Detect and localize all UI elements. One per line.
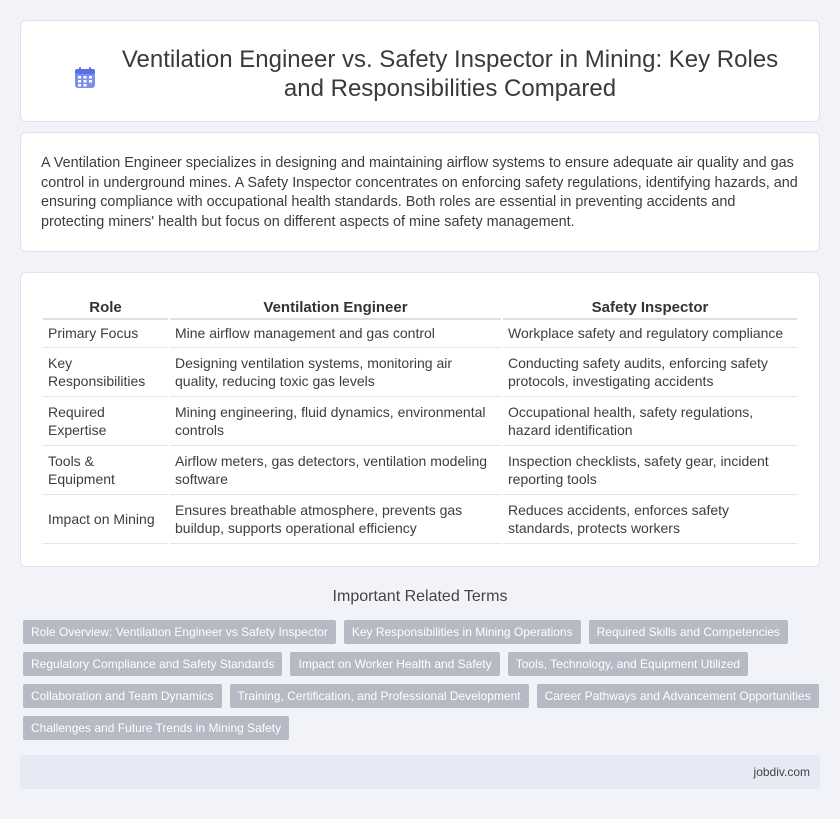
table-row [43, 348, 797, 397]
related-terms-tags [23, 620, 823, 748]
intro-paragraph: A Ventilation Engineer specializes in designing and maintaining airflow systems to ensure adequate air quality and gas control in underground mines. A Safety Inspector concentrates on enforcing safety regulations, identifying hazards, and ensuring compliance with occupational health standards. Both roles are essential in preventing accidents and protecting miners' health but focus on different aspects of mine safety management. [41, 155, 798, 230]
safety-inspector-cell: Occupational health, safety regulations, hazard identification [503, 397, 797, 446]
footer [20, 755, 820, 789]
related-term-tag[interactable]: Impact on Worker Health and Safety [290, 652, 499, 676]
row-label: Required Expertise [43, 397, 168, 446]
related-term-tag[interactable]: Regulatory Compliance and Safety Standards [23, 652, 282, 676]
table-header-row [43, 295, 797, 320]
safety-inspector-cell: Inspection checklists, safety gear, incident reporting tools [503, 446, 797, 495]
safety-inspector-cell: Workplace safety and regulatory compliance [503, 320, 797, 348]
row-label: Impact on Mining [43, 495, 168, 544]
related-term-tag[interactable]: Challenges and Future Trends in Mining Safety [23, 716, 289, 740]
related-terms-heading: Important Related Terms [332, 588, 508, 605]
related-term-tag[interactable]: Collaboration and Team Dynamics [23, 684, 222, 708]
title-card [20, 20, 820, 122]
safety-inspector-cell: Conducting safety audits, enforcing safety protocols, investigating accidents [503, 348, 797, 397]
ventilation-engineer-cell: Mining engineering, fluid dynamics, environmental controls [170, 397, 501, 446]
related-term-tag[interactable]: Career Pathways and Advancement Opportunities [537, 684, 819, 708]
related-term-tag[interactable]: Role Overview: Ventilation Engineer vs Safety Inspector [23, 620, 336, 644]
table-row [43, 446, 797, 495]
ventilation-engineer-cell: Airflow meters, gas detectors, ventilation modeling software [170, 446, 501, 495]
ventilation-engineer-cell: Mine airflow management and gas control [170, 320, 501, 348]
tag-row [23, 620, 823, 644]
row-label: Tools & Equipment [43, 446, 168, 495]
comparison-table [41, 295, 799, 544]
tag-row [23, 716, 823, 740]
header-safety-inspector: Safety Inspector [503, 295, 797, 320]
related-term-tag[interactable]: Tools, Technology, and Equipment Utilized [508, 652, 748, 676]
row-label: Key Responsibilities [43, 348, 168, 397]
related-term-tag[interactable]: Key Responsibilities in Mining Operations [344, 620, 581, 644]
footer-site-link[interactable]: jobdiv.com [753, 765, 810, 779]
ventilation-engineer-cell: Ensures breathable atmosphere, prevents gas buildup, supports operational efficiency [170, 495, 501, 544]
row-label: Primary Focus [43, 320, 168, 348]
intro-card [20, 132, 820, 252]
header-ventilation-engineer: Ventilation Engineer [170, 295, 501, 320]
table-row [43, 320, 797, 348]
related-term-tag[interactable]: Required Skills and Competencies [589, 620, 788, 644]
header-role: Role [43, 295, 168, 320]
related-term-tag[interactable]: Training, Certification, and Professional Development [230, 684, 529, 708]
page-title: Ventilation Engineer vs. Safety Inspector in Mining: Key Roles and Responsibilities Compared [121, 46, 779, 102]
calendar-icon [73, 66, 97, 90]
ventilation-engineer-cell: Designing ventilation systems, monitoring air quality, reducing toxic gas levels [170, 348, 501, 397]
safety-inspector-cell: Reduces accidents, enforces safety standards, protects workers [503, 495, 797, 544]
tag-row [23, 684, 823, 708]
comparison-table-card [20, 272, 820, 567]
tag-row [23, 652, 823, 676]
table-row [43, 397, 797, 446]
table-row [43, 495, 797, 544]
